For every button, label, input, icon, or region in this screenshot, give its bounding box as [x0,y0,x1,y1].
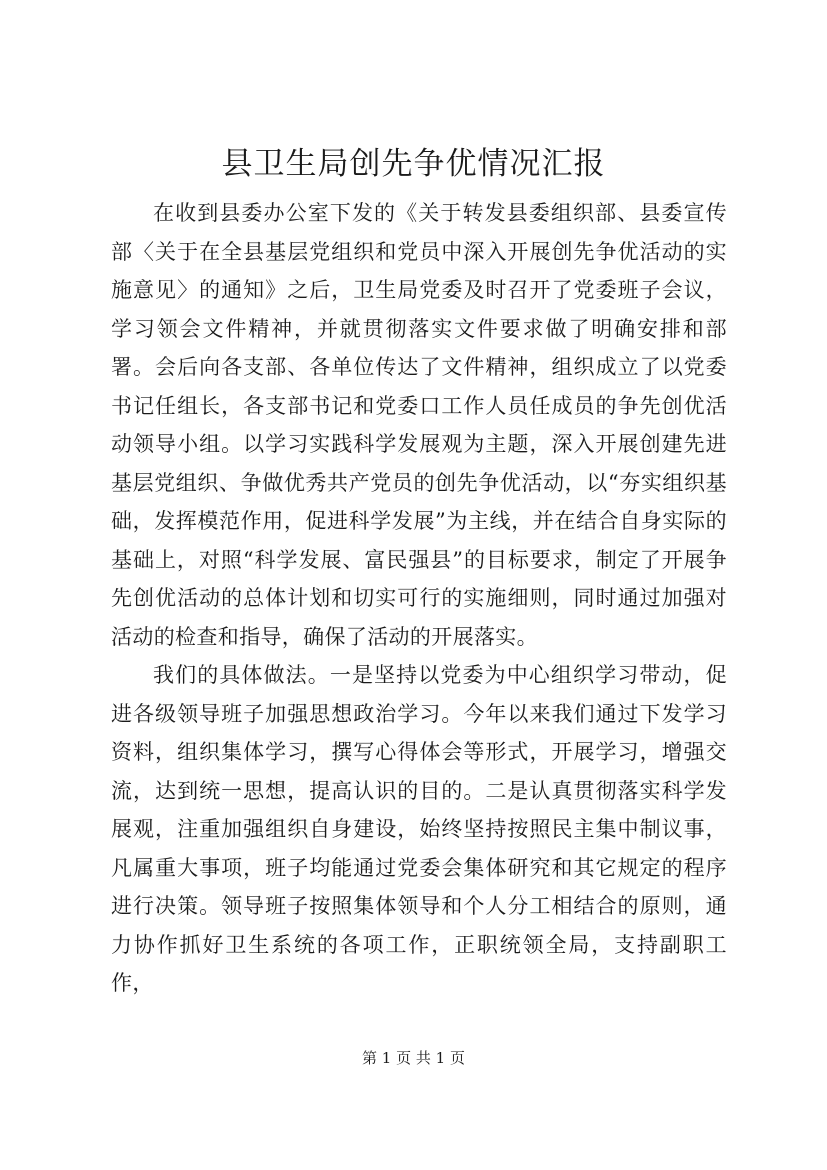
paragraph-1: 在收到县委办公室下发的《关于转发县委组织部、县委宣传部〈关于在全县基层党组织和党员中深入开展创先争优活动的实施意见〉的通知》之后，卫生局党委及时召开了党委班子会议，学习领会文件精神，并就贯彻落实文件要求做了明确安排和部署。会后向各支部、各单位传达了文件精神，组织成立了以党委书记任组长，各支部书记和党委口工作人员任成员的争先创优活动领导小组。以学习实践科学发展观为主题，深入开展创建先进基层党组织、争做优秀共产党员的创先争优活动，以“夯实组织基础，发挥模范作用，促进科学发展”为主线，并在结合自身实际的基础上，对照“科学发展、富民强县”的目标要求，制定了开展争先创优活动的总体计划和切实可行的实施细则，同时通过加强对活动的检查和指导，确保了活动的开展落实。 [111,201,727,649]
paragraph-2: 我们的具体做法。一是坚持以党委为中心组织学习带动，促进各级领导班子加强思想政治学习。今年以来我们通过下发学习资料，组织集体学习，撰写心得体会等形式，开展学习，增强交流，达到统一思想，提高认识的目的。二是认真贯彻落实科学发展观，注重加强组织自身建设，始终坚持按照民主集中制议事，凡属重大事项，班子均能通过党委会集体研究和其它规定的程序进行决策。领导班子按照集体领导和个人分工相结合的原则，通力协作抓好卫生系统的各项工作，正职统领全局，支持副职工作， [111,663,727,995]
document-title: 县卫生局创先争优情况汇报 [221,146,606,182]
document-body [111,194,727,1003]
page-footer: 第 1 页 共 1 页 [362,1049,465,1067]
